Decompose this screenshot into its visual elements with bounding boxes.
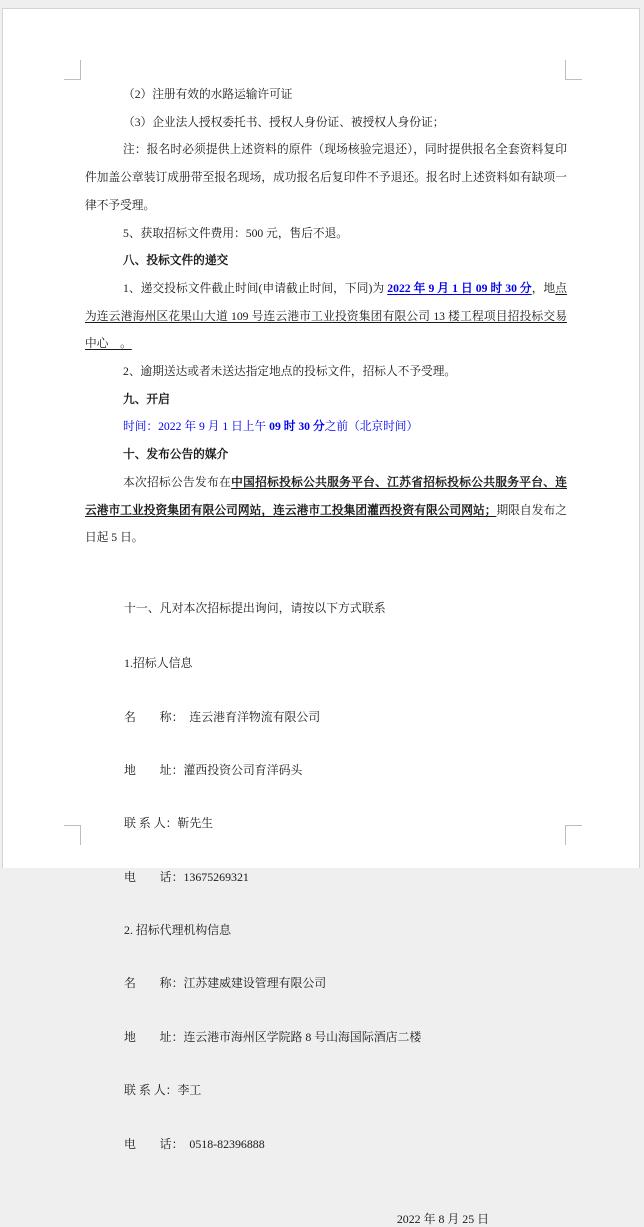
tenderer-phone-line: 电 话：13675269321 (124, 869, 249, 884)
document-body (85, 81, 567, 552)
tenderer-info-heading: 1.招标人信息 (124, 656, 193, 671)
agency-name-line: 名 称：江苏建威建设管理有限公司 (124, 976, 327, 991)
section-8-heading: 八、投标文件的递交 (123, 254, 229, 268)
opening-time-tail: 之前（北京时间） (324, 420, 419, 434)
paragraph-announcement-media (85, 469, 567, 552)
media-lead-text: 本次招标公告发布在 (123, 475, 232, 489)
opening-time-lead: 时间：2022 年 9 月 1 日上午 (123, 420, 270, 434)
document-content (85, 81, 567, 1227)
agency-contact-person-line: 联 系 人：李工 (124, 1083, 202, 1098)
section-10-heading: 十、发布公告的媒介 (123, 448, 229, 462)
opening-time-bold: 09 时 30 分 (269, 420, 325, 434)
agency-address-line: 地 址：连云港市海州区学院路 8 号山海国际酒店二楼 (124, 1029, 422, 1044)
media-tail-text: 期限自发布之日起 5 日。 (85, 503, 567, 545)
tenderer-address-line: 地 址：灌西投资公司育洋码头 (124, 762, 303, 777)
media-platforms-text: 中国招标投标公共服务平台、江苏省招标投标公共服务平台、连云港市工业投资集团有限公司网站，连云港市工投集团灌西投资有限公司网站； (85, 475, 567, 517)
text-boundary-mark-bottom-left (64, 825, 81, 845)
paragraph-document-fee: 5、获取招标文件费用：500 元，售后不退。 (123, 226, 348, 240)
paragraph-opening-time (85, 413, 567, 441)
section-9-heading: 九、开启 (123, 392, 170, 406)
tenderer-name-line: 名 称： 连云港育洋物流有限公司 (124, 709, 321, 724)
section-11-heading: 十一、凡对本次招标提出询问，请按以下方式联系 (124, 600, 386, 615)
text-boundary-mark-top-left (64, 60, 81, 80)
submission-deadline-datetime: 2022 年 9 月 1 日 09 时 30 分 (387, 281, 532, 295)
paragraph-cert-item-3: （3）企业法人授权委托书、授权人身份证、被授权人身份证； (123, 115, 445, 129)
paragraph-late-submission: 2、逾期送达或者未送达指定地点的投标文件，招标人不予受理。 (123, 365, 457, 379)
tenderer-contact-person-line: 联 系 人：靳先生 (124, 816, 214, 831)
paragraph-cert-item-2: （2）注册有效的水路运输许可证 (123, 88, 293, 101)
text-boundary-mark-bottom-right (565, 825, 582, 845)
paragraph-registration-note: 注：报名时必须提供上述资料的原件（现场核验完退还），同时提供报名全套资料复印件加盖公章装订成册带至报名现场，成功报名后复印件不予退还。报名时上述资料如有缺项一律不予受理。 (85, 143, 567, 212)
agency-info-heading: 2. 招标代理机构信息 (124, 923, 232, 938)
agency-phone-line: 电 话： 0518-82396888 (124, 1136, 265, 1151)
announcement-date: 2022 年 8 月 25 日 (396, 1212, 489, 1227)
text-boundary-mark-top-right (565, 60, 582, 80)
submission-lead-text: 1、递交投标文件截止时间(申请截止时间，下同)为 (123, 281, 388, 295)
submission-location-text: 点为连云港海州区花果山大道 109 号连云港市工业投资集团有限公司 13 楼工程项目招投标交易中心 。 (85, 281, 567, 351)
paragraph-submission-deadline (85, 275, 567, 358)
document-page (2, 8, 640, 1227)
submission-mid-text: ，地 (531, 281, 556, 295)
contact-section (85, 560, 567, 1189)
